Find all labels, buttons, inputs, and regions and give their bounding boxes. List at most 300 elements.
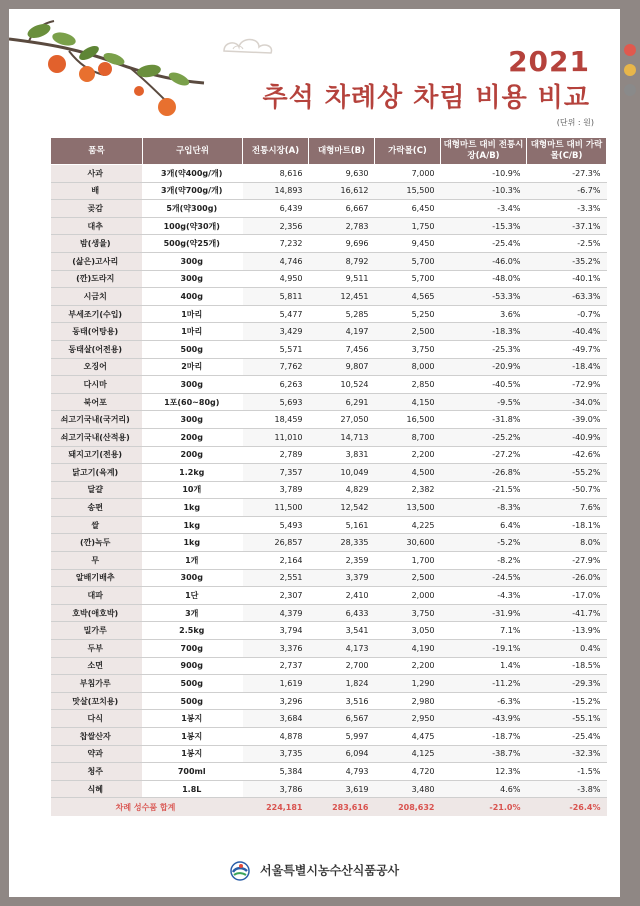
value-cell: 14,713 <box>309 428 375 446</box>
value-cell: 5,571 <box>243 340 309 358</box>
unit-note: (단위 : 원) <box>556 118 594 127</box>
value-cell: 4,225 <box>375 516 441 534</box>
value-cell: 7,232 <box>243 235 309 253</box>
value-cell: 5,285 <box>309 305 375 323</box>
purchase-unit-cell: 200g <box>143 428 243 446</box>
value-cell: 8,792 <box>309 252 375 270</box>
value-cell: -29.3% <box>527 675 607 693</box>
value-cell: 8,700 <box>375 428 441 446</box>
value-cell: -26.0% <box>527 569 607 587</box>
value-cell: 2,307 <box>243 587 309 605</box>
purchase-unit-cell: 1개 <box>143 552 243 570</box>
value-cell: 3,480 <box>375 780 441 798</box>
value-cell: 3,786 <box>243 780 309 798</box>
purchase-unit-cell: 3개(약700g/개) <box>143 182 243 200</box>
purchase-unit-cell: 3개 <box>143 604 243 622</box>
value-cell: 2,850 <box>375 376 441 394</box>
price-comparison-table <box>50 137 607 816</box>
value-cell: -11.2% <box>441 675 527 693</box>
value-cell: 7,456 <box>309 340 375 358</box>
purchase-unit-cell: 1.2kg <box>143 464 243 482</box>
item-name-cell: 닭고기(육계) <box>51 464 143 482</box>
value-cell: 6,291 <box>309 393 375 411</box>
table-row <box>51 252 607 270</box>
value-cell: 2,200 <box>375 657 441 675</box>
item-name-cell: 곶감 <box>51 200 143 218</box>
value-cell: 5,493 <box>243 516 309 534</box>
value-cell: 3,429 <box>243 323 309 341</box>
table-row <box>51 200 607 218</box>
table-row <box>51 464 607 482</box>
value-cell: 8.0% <box>527 534 607 552</box>
item-name-cell: 식혜 <box>51 780 143 798</box>
value-cell: 6.4% <box>441 516 527 534</box>
total-value-cell: 283,616 <box>309 798 375 817</box>
purchase-unit-cell: 500g(약25개) <box>143 235 243 253</box>
value-cell: -40.5% <box>441 376 527 394</box>
table-row <box>51 710 607 728</box>
value-cell: 3,735 <box>243 745 309 763</box>
value-cell: 11,010 <box>243 428 309 446</box>
value-cell: -15.3% <box>441 217 527 235</box>
item-name-cell: 청주 <box>51 763 143 781</box>
value-cell: 26,857 <box>243 534 309 552</box>
value-cell: 10,524 <box>309 376 375 394</box>
value-cell: -72.9% <box>527 376 607 394</box>
value-cell: 1,750 <box>375 217 441 235</box>
table-row <box>51 165 607 183</box>
value-cell: 9,450 <box>375 235 441 253</box>
total-row <box>51 798 607 817</box>
purchase-unit-cell: 300g <box>143 252 243 270</box>
item-name-cell: 쌀 <box>51 516 143 534</box>
value-cell: 9,807 <box>309 358 375 376</box>
value-cell: 4,150 <box>375 393 441 411</box>
value-cell: 4,379 <box>243 604 309 622</box>
item-name-cell: 시금치 <box>51 288 143 306</box>
value-cell: 2,500 <box>375 323 441 341</box>
side-dot <box>624 44 636 56</box>
year-label: 2021 <box>508 45 590 78</box>
item-name-cell: 다시마 <box>51 376 143 394</box>
value-cell: 6,094 <box>309 745 375 763</box>
purchase-unit-cell: 1포(60~80g) <box>143 393 243 411</box>
table-row <box>51 587 607 605</box>
item-name-cell: 배 <box>51 182 143 200</box>
item-name-cell: 밀가루 <box>51 622 143 640</box>
value-cell: 4,793 <box>309 763 375 781</box>
value-cell: -18.5% <box>527 657 607 675</box>
value-cell: -21.5% <box>441 481 527 499</box>
item-name-cell: 오징어 <box>51 358 143 376</box>
item-name-cell: 대추 <box>51 217 143 235</box>
total-value-cell: 224,181 <box>243 798 309 817</box>
side-dot <box>624 84 636 96</box>
value-cell: 7.1% <box>441 622 527 640</box>
purchase-unit-cell: 1봉지 <box>143 710 243 728</box>
value-cell: -50.7% <box>527 481 607 499</box>
table-row <box>51 182 607 200</box>
column-header: 대형마트 대비 전통시장(A/B) <box>441 138 527 165</box>
value-cell: 5,811 <box>243 288 309 306</box>
purchase-unit-cell: 300g <box>143 376 243 394</box>
purchase-unit-cell: 10개 <box>143 481 243 499</box>
value-cell: -25.4% <box>441 235 527 253</box>
value-cell: -55.1% <box>527 710 607 728</box>
table-row <box>51 235 607 253</box>
value-cell: 12,451 <box>309 288 375 306</box>
value-cell: 2,980 <box>375 692 441 710</box>
value-cell: 3,050 <box>375 622 441 640</box>
poster-card <box>9 9 620 897</box>
column-header: 가락몰(C) <box>375 138 441 165</box>
table-row <box>51 604 607 622</box>
value-cell: 4,720 <box>375 763 441 781</box>
item-name-cell: 동태살(어전용) <box>51 340 143 358</box>
value-cell: 2,950 <box>375 710 441 728</box>
purchase-unit-cell: 300g <box>143 411 243 429</box>
value-cell: -26.8% <box>441 464 527 482</box>
value-cell: 2,410 <box>309 587 375 605</box>
table-row <box>51 622 607 640</box>
table-row <box>51 340 607 358</box>
item-name-cell: 북어포 <box>51 393 143 411</box>
purchase-unit-cell: 2마리 <box>143 358 243 376</box>
value-cell: -43.9% <box>441 710 527 728</box>
purchase-unit-cell: 1마리 <box>143 323 243 341</box>
value-cell: 9,511 <box>309 270 375 288</box>
value-cell: 5,700 <box>375 252 441 270</box>
value-cell: 3,376 <box>243 640 309 658</box>
value-cell: 4,197 <box>309 323 375 341</box>
table-row <box>51 745 607 763</box>
value-cell: -53.3% <box>441 288 527 306</box>
purchase-unit-cell: 100g(약30개) <box>143 217 243 235</box>
value-cell: 4.6% <box>441 780 527 798</box>
value-cell: -13.9% <box>527 622 607 640</box>
value-cell: 7,762 <box>243 358 309 376</box>
value-cell: -46.0% <box>441 252 527 270</box>
column-header: 대형마트(B) <box>309 138 375 165</box>
value-cell: -18.4% <box>527 358 607 376</box>
value-cell: -10.9% <box>441 165 527 183</box>
value-cell: -40.9% <box>527 428 607 446</box>
value-cell: 4,746 <box>243 252 309 270</box>
value-cell: 3.6% <box>441 305 527 323</box>
table-row <box>51 534 607 552</box>
value-cell: -24.5% <box>441 569 527 587</box>
side-dot-markers <box>624 44 636 104</box>
value-cell: 10,049 <box>309 464 375 482</box>
item-name-cell: 무 <box>51 552 143 570</box>
value-cell: 3,789 <box>243 481 309 499</box>
value-cell: -38.7% <box>441 745 527 763</box>
purchase-unit-cell: 200g <box>143 446 243 464</box>
column-header: 대형마트 대비 가락몰(C/B) <box>527 138 607 165</box>
item-name-cell: 대파 <box>51 587 143 605</box>
value-cell: 3,296 <box>243 692 309 710</box>
value-cell: 4,950 <box>243 270 309 288</box>
table-row <box>51 411 607 429</box>
value-cell: -41.7% <box>527 604 607 622</box>
purchase-unit-cell: 1봉지 <box>143 745 243 763</box>
value-cell: 28,335 <box>309 534 375 552</box>
value-cell: -40.1% <box>527 270 607 288</box>
value-cell: 3,750 <box>375 604 441 622</box>
value-cell: -8.3% <box>441 499 527 517</box>
value-cell: 16,612 <box>309 182 375 200</box>
value-cell: -9.5% <box>441 393 527 411</box>
item-name-cell: 쇠고기국내(국거리) <box>51 411 143 429</box>
value-cell: -18.3% <box>441 323 527 341</box>
item-name-cell: 두부 <box>51 640 143 658</box>
value-cell: 7,357 <box>243 464 309 482</box>
value-cell: 3,379 <box>309 569 375 587</box>
purchase-unit-cell: 400g <box>143 288 243 306</box>
value-cell: 1,619 <box>243 675 309 693</box>
value-cell: -25.4% <box>527 728 607 746</box>
value-cell: 16,500 <box>375 411 441 429</box>
value-cell: -25.2% <box>441 428 527 446</box>
value-cell: -15.2% <box>527 692 607 710</box>
item-name-cell: 쇠고기국내(산적용) <box>51 428 143 446</box>
value-cell: 14,893 <box>243 182 309 200</box>
value-cell: -18.7% <box>441 728 527 746</box>
total-value-cell: -26.4% <box>527 798 607 817</box>
total-value-cell: 208,632 <box>375 798 441 817</box>
value-cell: -27.3% <box>527 165 607 183</box>
table-row <box>51 376 607 394</box>
value-cell: 11,500 <box>243 499 309 517</box>
purchase-unit-cell: 900g <box>143 657 243 675</box>
value-cell: -35.2% <box>527 252 607 270</box>
value-cell: -3.4% <box>441 200 527 218</box>
value-cell: 4,829 <box>309 481 375 499</box>
purchase-unit-cell: 1.8L <box>143 780 243 798</box>
item-name-cell: 다식 <box>51 710 143 728</box>
column-header: 전통시장(A) <box>243 138 309 165</box>
item-name-cell: 약과 <box>51 745 143 763</box>
value-cell: 7.6% <box>527 499 607 517</box>
value-cell: -42.6% <box>527 446 607 464</box>
value-cell: -18.1% <box>527 516 607 534</box>
value-cell: 6,439 <box>243 200 309 218</box>
item-name-cell: (깐)도라지 <box>51 270 143 288</box>
value-cell: -17.0% <box>527 587 607 605</box>
table-row <box>51 428 607 446</box>
purchase-unit-cell: 1봉지 <box>143 728 243 746</box>
org-name: 서울특별시농수산식품공사 <box>260 863 400 878</box>
value-cell: 2,783 <box>309 217 375 235</box>
table-row <box>51 640 607 658</box>
table-row <box>51 217 607 235</box>
item-name-cell: 호박(애호박) <box>51 604 143 622</box>
value-cell: 2,737 <box>243 657 309 675</box>
value-cell: 8,616 <box>243 165 309 183</box>
purchase-unit-cell: 1마리 <box>143 305 243 323</box>
purchase-unit-cell: 3개(약400g/개) <box>143 165 243 183</box>
value-cell: 7,000 <box>375 165 441 183</box>
value-cell: 2,551 <box>243 569 309 587</box>
value-cell: 4,565 <box>375 288 441 306</box>
total-value-cell: -21.0% <box>441 798 527 817</box>
table-row <box>51 675 607 693</box>
item-name-cell: 동태(어탕용) <box>51 323 143 341</box>
value-cell: 2,359 <box>309 552 375 570</box>
value-cell: 2,789 <box>243 446 309 464</box>
value-cell: 2,000 <box>375 587 441 605</box>
value-cell: 1,290 <box>375 675 441 693</box>
value-cell: 3,684 <box>243 710 309 728</box>
value-cell: -0.7% <box>527 305 607 323</box>
value-cell: -49.7% <box>527 340 607 358</box>
item-name-cell: (깐)녹두 <box>51 534 143 552</box>
purchase-unit-cell: 700g <box>143 640 243 658</box>
persimmon-branch-illustration <box>9 9 209 119</box>
value-cell: -31.8% <box>441 411 527 429</box>
table-row <box>51 692 607 710</box>
value-cell: 5,700 <box>375 270 441 288</box>
purchase-unit-cell: 2.5kg <box>143 622 243 640</box>
value-cell: 6,433 <box>309 604 375 622</box>
column-header: 구입단위 <box>143 138 243 165</box>
value-cell: -48.0% <box>441 270 527 288</box>
table-row <box>51 516 607 534</box>
table-row <box>51 481 607 499</box>
item-name-cell: 부세조기(수입) <box>51 305 143 323</box>
item-name-cell: 알배기배추 <box>51 569 143 587</box>
table-row <box>51 780 607 798</box>
item-name-cell: 송편 <box>51 499 143 517</box>
table-row <box>51 728 607 746</box>
value-cell: 8,000 <box>375 358 441 376</box>
value-cell: -10.3% <box>441 182 527 200</box>
seoul-agro-logo-icon <box>230 861 250 881</box>
value-cell: 9,696 <box>309 235 375 253</box>
purchase-unit-cell: 1kg <box>143 516 243 534</box>
value-cell: 12.3% <box>441 763 527 781</box>
value-cell: 3,831 <box>309 446 375 464</box>
value-cell: 6,567 <box>309 710 375 728</box>
item-name-cell: 달걀 <box>51 481 143 499</box>
value-cell: 3,516 <box>309 692 375 710</box>
value-cell: 5,997 <box>309 728 375 746</box>
value-cell: -63.3% <box>527 288 607 306</box>
value-cell: 2,356 <box>243 217 309 235</box>
table-header-row <box>51 138 607 165</box>
value-cell: 9,630 <box>309 165 375 183</box>
value-cell: -8.2% <box>441 552 527 570</box>
value-cell: 4,475 <box>375 728 441 746</box>
value-cell: 2,700 <box>309 657 375 675</box>
table-row <box>51 393 607 411</box>
table-row <box>51 552 607 570</box>
table-row <box>51 358 607 376</box>
value-cell: -20.9% <box>441 358 527 376</box>
purchase-unit-cell: 1kg <box>143 534 243 552</box>
value-cell: -5.2% <box>441 534 527 552</box>
value-cell: 30,600 <box>375 534 441 552</box>
value-cell: -40.4% <box>527 323 607 341</box>
value-cell: -4.3% <box>441 587 527 605</box>
value-cell: -25.3% <box>441 340 527 358</box>
item-name-cell: 밤(생율) <box>51 235 143 253</box>
value-cell: -19.1% <box>441 640 527 658</box>
item-name-cell: 돼지고기(전용) <box>51 446 143 464</box>
item-name-cell: (삶은)고사리 <box>51 252 143 270</box>
table-row <box>51 763 607 781</box>
value-cell: 1,824 <box>309 675 375 693</box>
side-dot <box>624 64 636 76</box>
purchase-unit-cell: 500g <box>143 340 243 358</box>
purchase-unit-cell: 1kg <box>143 499 243 517</box>
value-cell: 5,693 <box>243 393 309 411</box>
table-row <box>51 657 607 675</box>
value-cell: 6,667 <box>309 200 375 218</box>
value-cell: 12,542 <box>309 499 375 517</box>
value-cell: 5,161 <box>309 516 375 534</box>
value-cell: 5,250 <box>375 305 441 323</box>
value-cell: -31.9% <box>441 604 527 622</box>
total-label: 차례 성수품 합계 <box>51 798 243 817</box>
value-cell: -1.5% <box>527 763 607 781</box>
value-cell: 2,200 <box>375 446 441 464</box>
value-cell: 3,541 <box>309 622 375 640</box>
value-cell: 2,164 <box>243 552 309 570</box>
table-row <box>51 569 607 587</box>
value-cell: 2,500 <box>375 569 441 587</box>
value-cell: -39.0% <box>527 411 607 429</box>
value-cell: -3.8% <box>527 780 607 798</box>
value-cell: 1,700 <box>375 552 441 570</box>
value-cell: 4,173 <box>309 640 375 658</box>
value-cell: -3.3% <box>527 200 607 218</box>
value-cell: -27.9% <box>527 552 607 570</box>
purchase-unit-cell: 500g <box>143 675 243 693</box>
value-cell: -32.3% <box>527 745 607 763</box>
value-cell: 3,750 <box>375 340 441 358</box>
purchase-unit-cell: 300g <box>143 569 243 587</box>
table-row <box>51 323 607 341</box>
item-name-cell: 사과 <box>51 165 143 183</box>
value-cell: 4,878 <box>243 728 309 746</box>
table-row <box>51 305 607 323</box>
purchase-unit-cell: 300g <box>143 270 243 288</box>
value-cell: -2.5% <box>527 235 607 253</box>
value-cell: -27.2% <box>441 446 527 464</box>
value-cell: 6,263 <box>243 376 309 394</box>
value-cell: 4,125 <box>375 745 441 763</box>
value-cell: 27,050 <box>309 411 375 429</box>
purchase-unit-cell: 5개(약300g) <box>143 200 243 218</box>
value-cell: 13,500 <box>375 499 441 517</box>
value-cell: 15,500 <box>375 182 441 200</box>
value-cell: -55.2% <box>527 464 607 482</box>
value-cell: 4,500 <box>375 464 441 482</box>
table-row <box>51 270 607 288</box>
cloud-ornament-icon <box>219 31 279 61</box>
purchase-unit-cell: 1단 <box>143 587 243 605</box>
purchase-unit-cell: 700ml <box>143 763 243 781</box>
page-title: 추석 차례상 차림 비용 비교 <box>262 83 590 113</box>
value-cell: 6,450 <box>375 200 441 218</box>
value-cell: -6.3% <box>441 692 527 710</box>
value-cell: 5,384 <box>243 763 309 781</box>
table-row <box>51 499 607 517</box>
value-cell: 18,459 <box>243 411 309 429</box>
footer <box>9 861 620 881</box>
table-row <box>51 288 607 306</box>
